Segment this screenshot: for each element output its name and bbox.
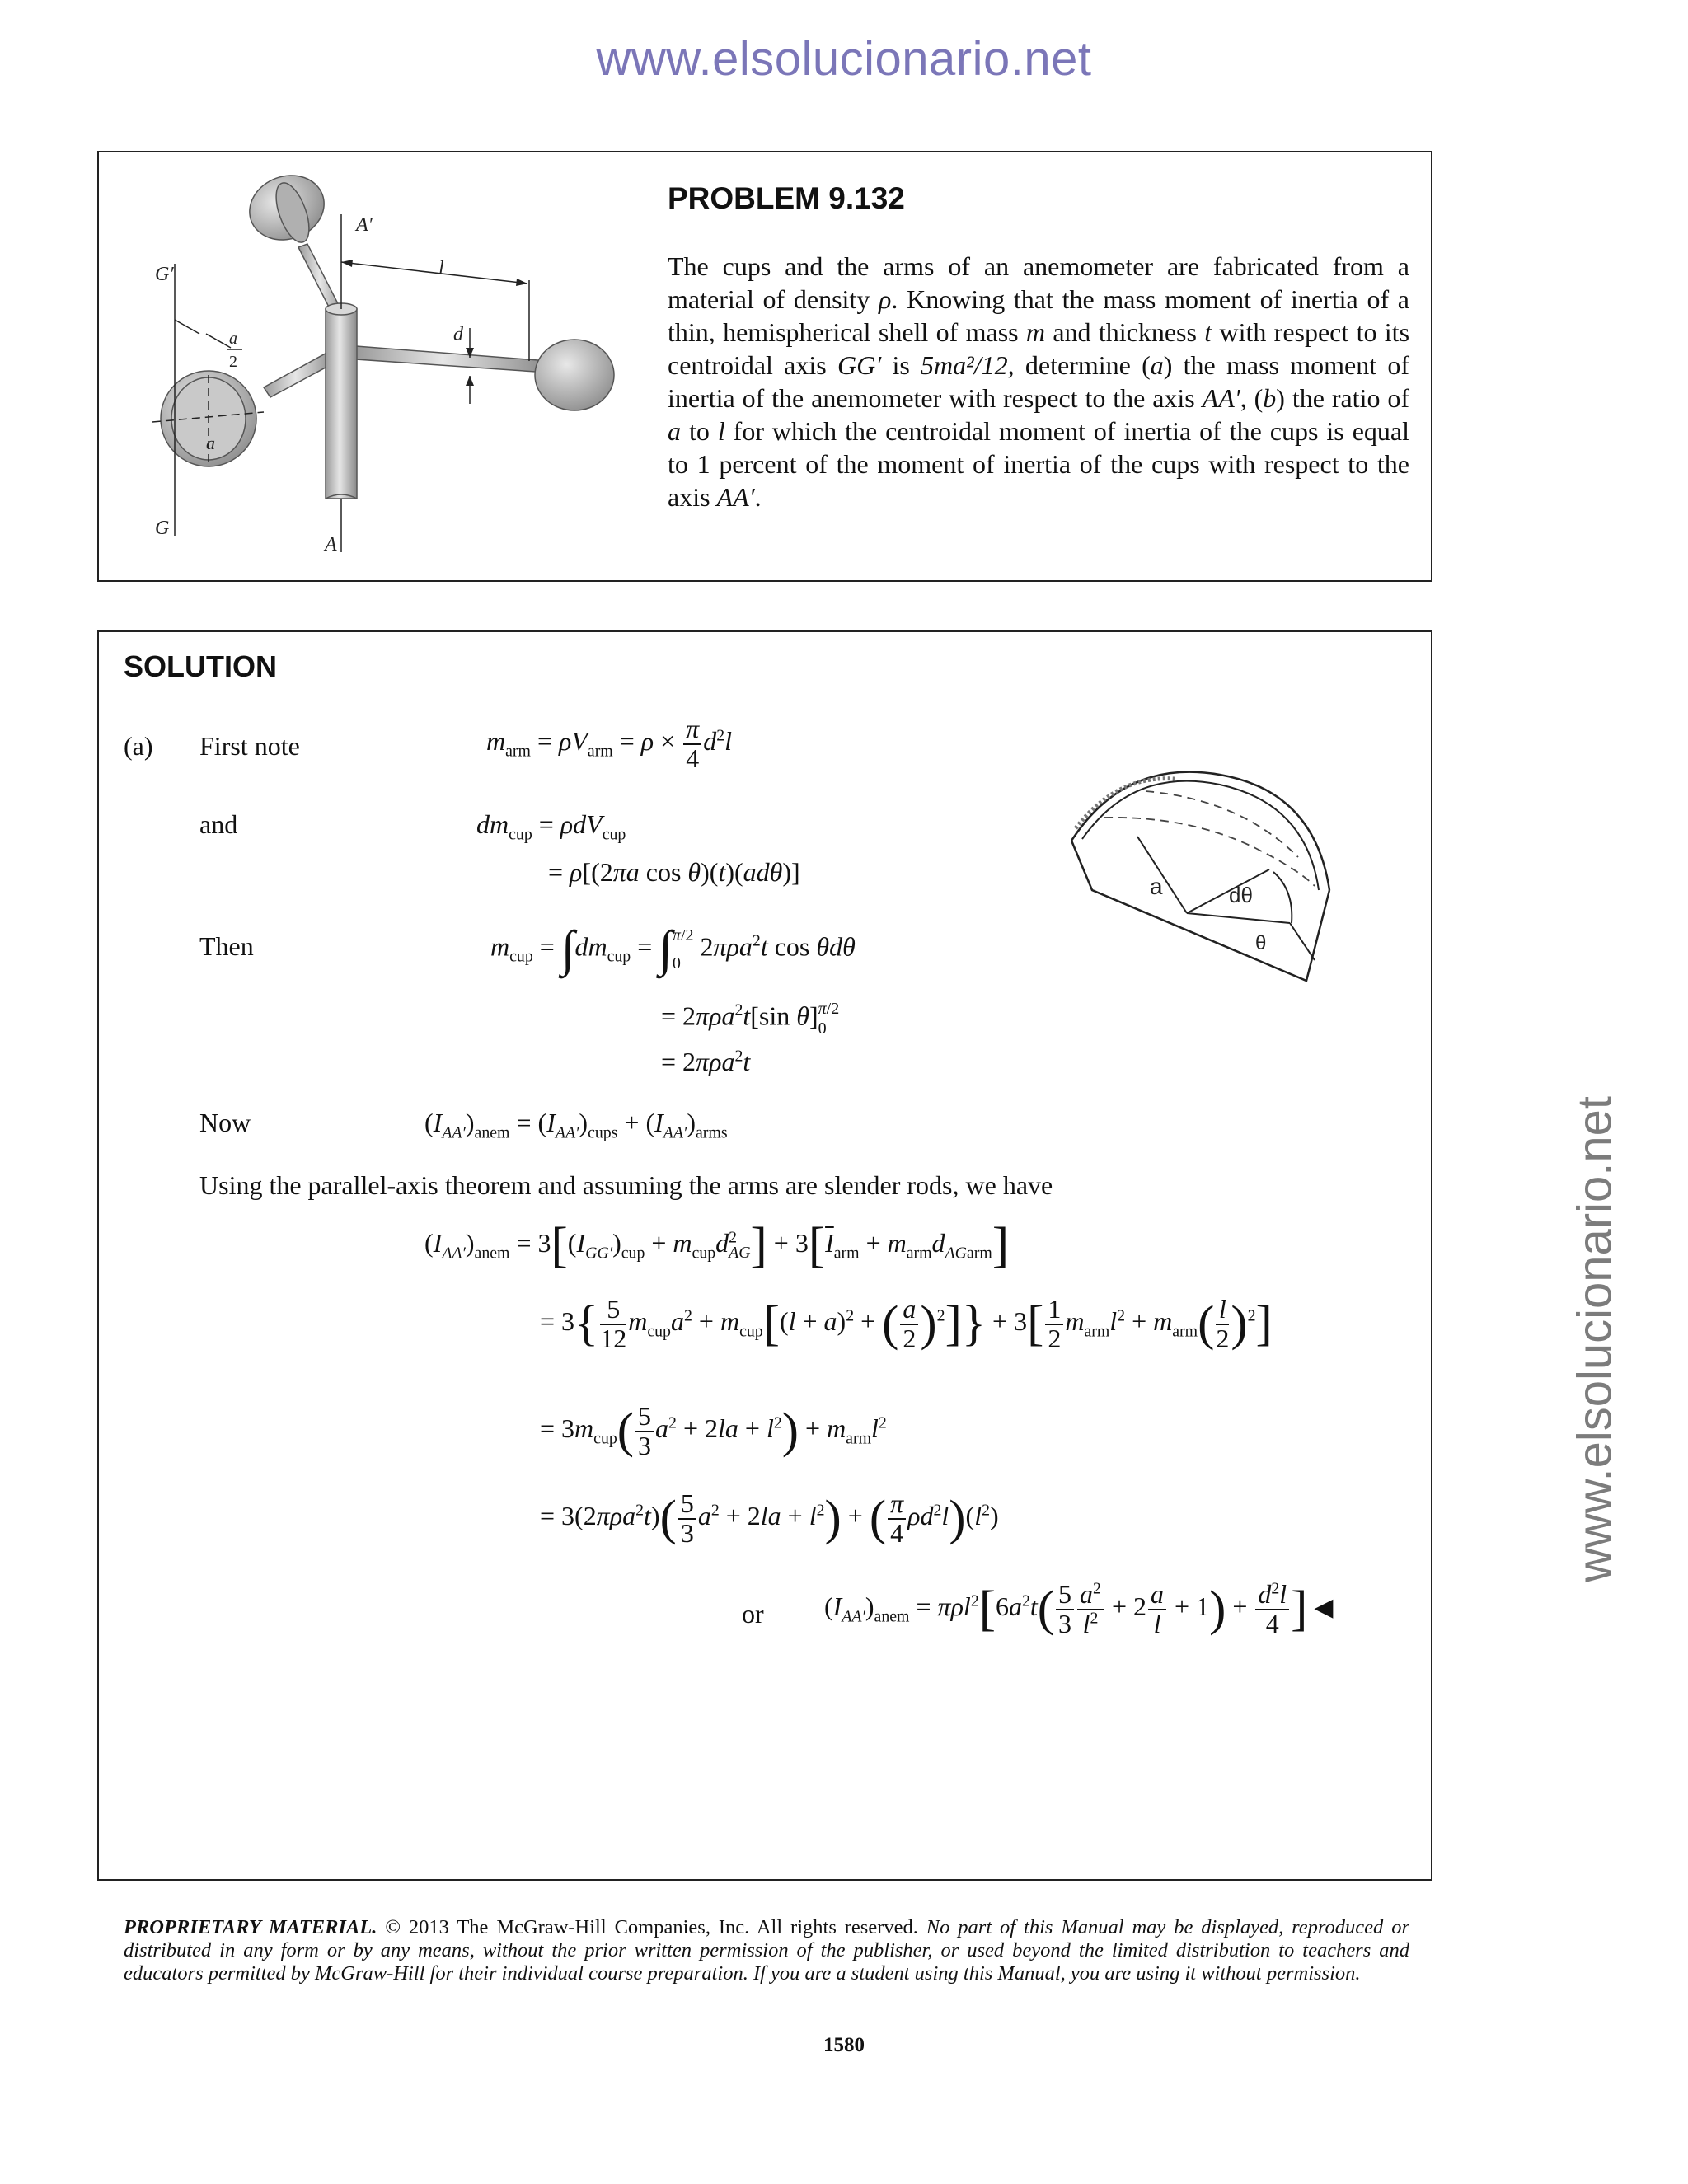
copyright-footer: PROPRIETARY MATERIAL. © 2013 The McGraw-Hill Companies, Inc. All rights reserved. No part of this Manual may be displayed, reproduced or distributed in any form or by any means, without the prior written permission of the publisher, or used beyond the limited distribution to teachers and educators permitted by McGraw-Hill for their individual course preparation. If you are a student using this Manual, you are using it without permission. — [124, 1916, 1409, 1985]
hemisphere-sketch — [1067, 766, 1364, 989]
anemometer-figure — [140, 165, 651, 569]
label-a: a — [206, 433, 215, 453]
post — [326, 309, 357, 499]
label-first-note: First note — [199, 731, 300, 761]
label-and: and — [199, 809, 238, 839]
eq-parallel-2: = 3{ $\frac{5}{12}$ $m_{cup}a^2 + m_{cup}[(l + a)^2$ + ( $\frac{a}{2}$ )$^2$]} + 3[ $\frac{1}{2}$ $m_{arm}l^2 + m_{arm}$( $\frac{l}{2}$ )$^2$] — [540, 1294, 1273, 1353]
problem-title: PROBLEM 9.132 — [668, 181, 905, 215]
label-A: A — [325, 534, 337, 555]
left-arm — [264, 350, 335, 397]
label-d: d — [453, 324, 463, 345]
label-A-prime: A′ — [356, 214, 373, 236]
label-now: Now — [199, 1108, 251, 1137]
eq-dm-cup: $dm_{cup} = \rho dV_{cup}$ — [476, 809, 626, 844]
parallel-axis-sentence: Using the parallel-axis theorem and assuming the arms are slender rods, we have — [199, 1170, 1053, 1200]
watermark-side — [1568, 1096, 1622, 1582]
eq-final: $(I_{AA'})_{anem} = \pi\rho l^2[6a^2t$( $\frac{5}{3}$ $\frac{a^2}{l^2}$ + 2 $\frac{a}{l}$ + 1) + $\frac{d^2l}{4}$ ] ◀ — [824, 1579, 1334, 1638]
sketch-label-a: a — [1150, 874, 1163, 899]
eq-parallel-4: = 3(2πρa$^2$t)( $\frac{5}{3}$ $a^2 + 2la + l^2$) + ( $\frac{\pi}{4}$ $\rho d^2l)(l^2)$ — [540, 1488, 999, 1548]
eq-m-cup-3: = 2πρa$^2$t — [661, 1047, 751, 1076]
part-label: (a) — [124, 731, 153, 761]
eq-dm-cup-2: = ρ[(2πa cos θ)(t)(adθ)] — [548, 857, 800, 887]
sketch-label-theta: θ — [1255, 932, 1267, 954]
label-a-half-den: 2 — [229, 353, 237, 371]
sketch-label-dtheta: dθ — [1229, 883, 1253, 907]
right-arm — [356, 346, 548, 373]
eq-m-cup: $m_{cup} = \int dm_{cup} = \int\pi/2$ 0 2πρa$^2$t cos θdθ — [490, 921, 856, 977]
page-number: 1580 — [823, 2034, 865, 2056]
eq-now: $(I_{AA'})_{anem} = (I_{AA'})_{cups} + (I_{AA'})_{arms}$ — [424, 1108, 728, 1142]
label-or: or — [742, 1599, 764, 1629]
label-l: l — [438, 258, 444, 279]
right-cup — [535, 340, 614, 410]
label-G-prime: G′ — [155, 264, 174, 285]
solution-title: SOLUTION — [124, 649, 277, 683]
eq-parallel-1: $(I_{AA'})_{anem} = 3[(I_{GG'})_{cup} + m_{cup}d^2_{AG}] + 3[\overline{I}_{arm} + m_{arm}d_{AGarm}]$ — [424, 1217, 1010, 1273]
watermark-side-text: www.elsolucionario.net — [1568, 1096, 1622, 1582]
watermark-top: www.elsolucionario.net — [596, 32, 1092, 86]
eq-m-arm: $m_{arm} = \rho V_{arm} = \rho$ × $\frac{\pi}{4}$ $d^2l$ — [486, 714, 733, 773]
eq-parallel-3: = $3m_{cup}$( $\frac{5}{3}$ $a^2 + 2la + l^2) + m_{arm}l^2$ — [540, 1401, 887, 1460]
label-G: G — [155, 518, 170, 539]
eq-m-cup-2: = 2πρa$^2$t[sin θ]π/2 0 — [661, 1000, 840, 1038]
label-then: Then — [199, 931, 254, 961]
problem-statement: The cups and the arms of an anemometer are fabricated from a material of density ρ. Knowing that the mass moment of inertia of a thin, hemispherical shell of mass m and thickness t with respect to its centroidal axis GG′ is 5ma²/12, determine (a) the mass moment of inertia of the anemometer with respect to the axis AA′, (b) the ratio of a to l for which the centroidal moment of inertia of the cups is equal to 1 percent of the moment of inertia of the cups with respect to the axis AA′. — [668, 251, 1410, 512]
label-a-half-num: a — [229, 330, 237, 348]
